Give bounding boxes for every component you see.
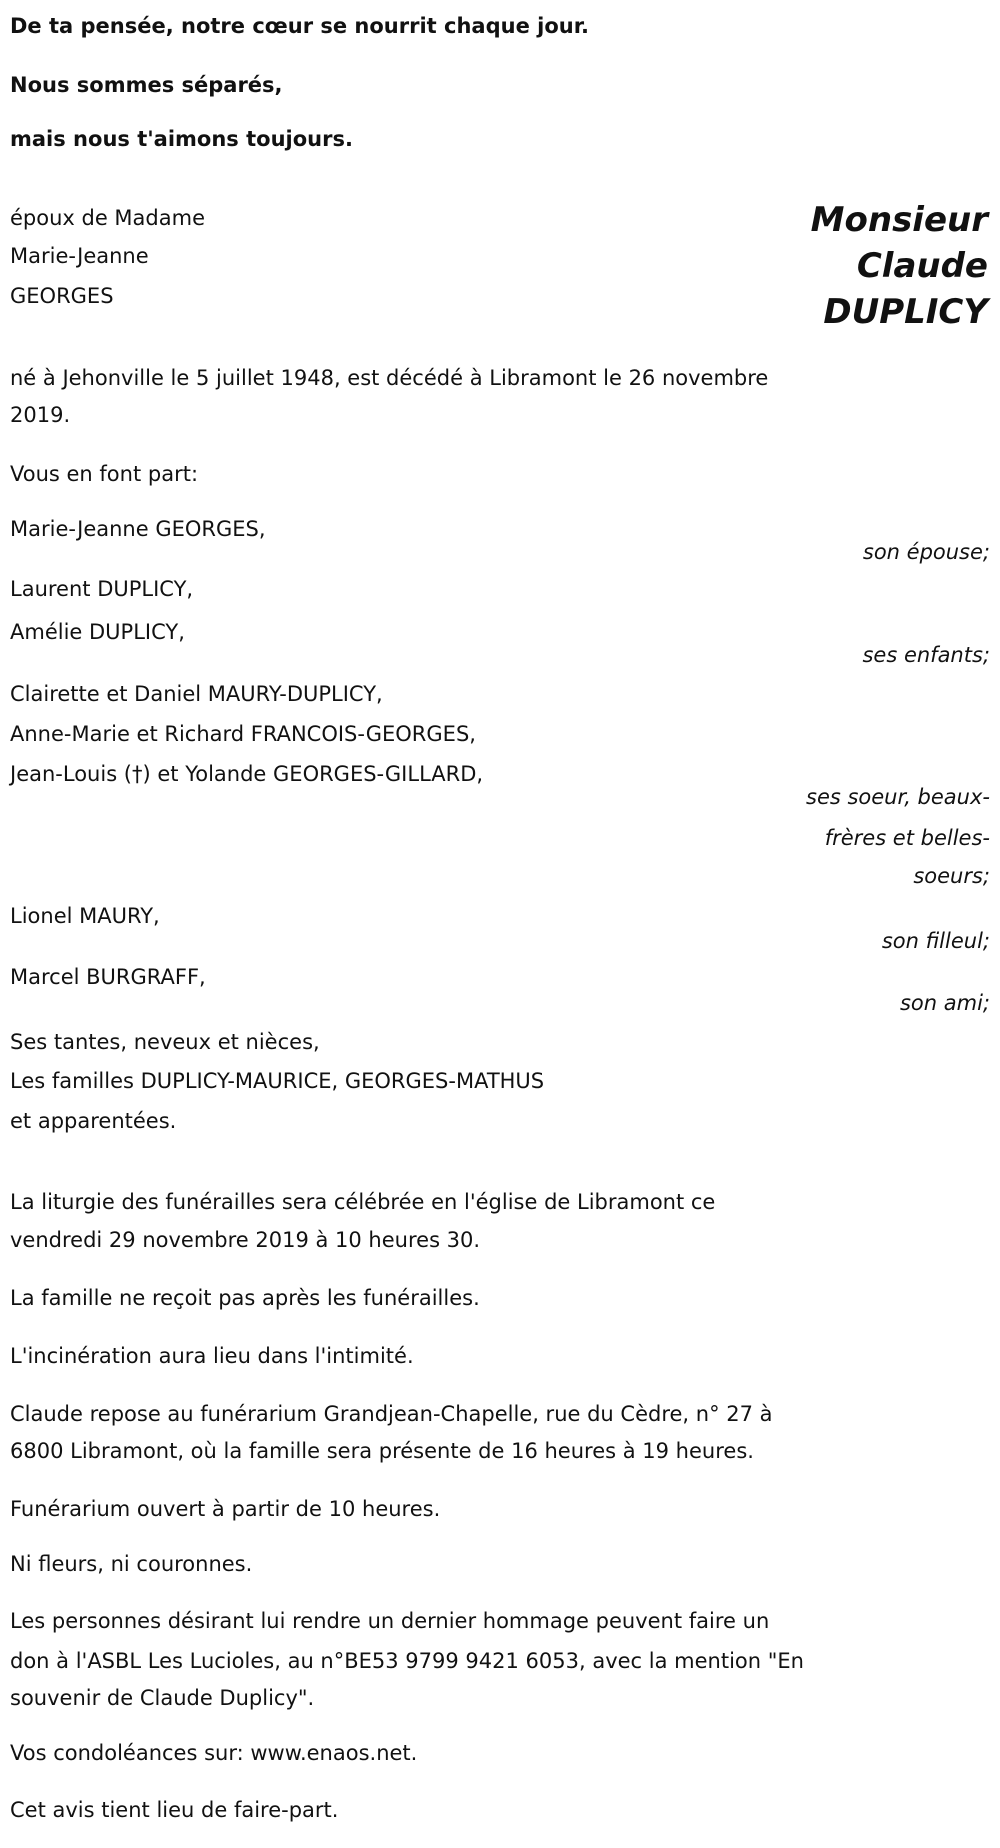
family-name: Marcel BURGRAFF, <box>10 965 206 989</box>
family-name: Jean-Louis (†) et Yolande GEORGES-GILLARD, <box>10 762 484 786</box>
paragraph-line: souvenir de Claude Duplicy". <box>10 1686 315 1710</box>
family-name: Laurent DUPLICY, <box>10 577 194 601</box>
family-name: Amélie DUPLICY, <box>10 620 185 644</box>
family-relation: son ami; <box>899 991 990 1015</box>
deceased-last-name: DUPLICY <box>823 292 988 332</box>
paragraph-line: vendredi 29 novembre 2019 à 10 heures 30. <box>10 1228 481 1252</box>
family-relation: soeurs; <box>913 864 990 888</box>
family-name: Marie-Jeanne GEORGES, <box>10 517 266 541</box>
family-relation: son épouse; <box>862 540 990 564</box>
paragraph-line: La liturgie des funérailles sera célébrée en l'église de Libramont ce <box>10 1190 716 1214</box>
deceased-title: Monsieur <box>810 200 988 240</box>
family-name: Anne-Marie et Richard FRANCOIS-GEORGES, <box>10 722 476 746</box>
family-relation: frères et belles- <box>824 826 990 850</box>
announce: Vous en font part: <box>10 462 199 486</box>
paragraph-line: don à l'ASBL Les Lucioles, au n°BE53 9799 9421 6053, avec la mention "En <box>10 1649 804 1673</box>
epigraph-line: Nous sommes séparés, <box>10 73 283 97</box>
family-name: Les familles DUPLICY-MAURICE, GEORGES-MATHUS <box>10 1069 545 1093</box>
family-name: et apparentées. <box>10 1109 177 1133</box>
epigraph-line: mais nous t'aimons toujours. <box>10 127 353 151</box>
paragraph-line: L'incinération aura lieu dans l'intimité. <box>10 1344 414 1368</box>
paragraph-line: Les personnes désirant lui rendre un dernier hommage peuvent faire un <box>10 1609 770 1633</box>
paragraph-line: La famille ne reçoit pas après les funérailles. <box>10 1286 480 1310</box>
paragraph-line: 6800 Libramont, où la famille sera présente de 16 heures à 19 heures. <box>10 1439 754 1463</box>
family-relation: ses soeur, beaux- <box>806 785 990 809</box>
epigraph-line: De ta pensée, notre cœur se nourrit chaque jour. <box>10 14 590 38</box>
birth-death-line: né à Jehonville le 5 juillet 1948, est décédé à Libramont le 26 novembre <box>10 366 769 390</box>
deceased-first-name: Claude <box>856 246 988 286</box>
paragraph-line: Vos condoléances sur: www.enaos.net. <box>10 1741 418 1765</box>
family-name: Lionel MAURY, <box>10 904 160 928</box>
paragraph-line: Funérarium ouvert à partir de 10 heures. <box>10 1497 441 1521</box>
family-relation: ses enfants; <box>862 643 990 667</box>
family-name: Clairette et Daniel MAURY-DUPLICY, <box>10 682 383 706</box>
birth-death-line: 2019. <box>10 403 71 427</box>
spouse-line: époux de Madame <box>10 206 205 230</box>
paragraph-line: Ni fleurs, ni couronnes. <box>10 1552 253 1576</box>
family-relation: son filleul; <box>881 929 990 953</box>
spouse-line: Marie-Jeanne <box>10 244 149 268</box>
paragraph-line: Cet avis tient lieu de faire-part. <box>10 1798 339 1822</box>
paragraph-line: Claude repose au funérarium Grandjean-Chapelle, rue du Cèdre, n° 27 à <box>10 1402 773 1426</box>
family-name: Ses tantes, neveux et nièces, <box>10 1030 320 1054</box>
spouse-line: GEORGES <box>10 284 114 308</box>
